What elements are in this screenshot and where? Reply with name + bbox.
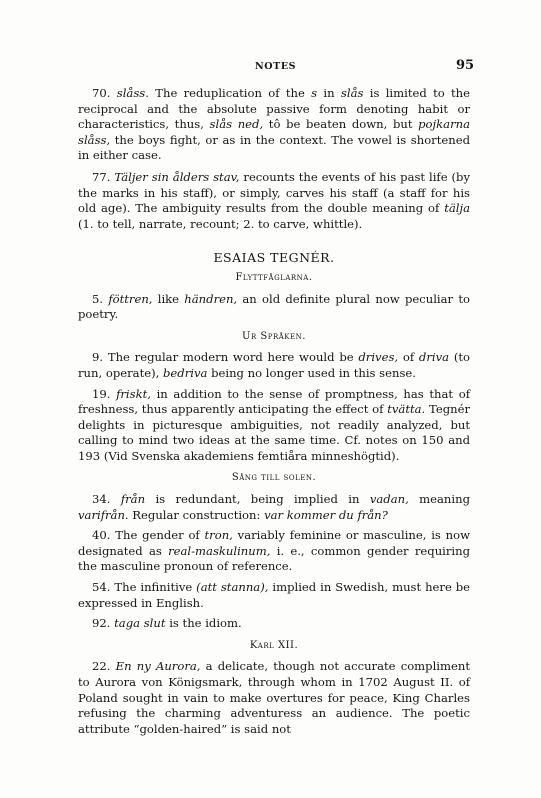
page-body (78, 86, 470, 743)
note-term: varifrån. (78, 507, 129, 522)
note-number: 40. (92, 528, 111, 543)
note-number: 54. (92, 580, 111, 595)
note-number: 34. (92, 492, 111, 507)
note-term: vadan, (369, 492, 409, 507)
note-77 (78, 170, 470, 232)
note-term: friskt, (116, 386, 151, 401)
note-text: like (152, 291, 185, 306)
note-9 (78, 350, 470, 381)
note-term: slås (340, 86, 364, 100)
note-term: slås ned, (209, 117, 264, 132)
note-text: The gender of (115, 528, 205, 543)
note-text: i. e., common gender requiring the masculine pronoun of reference. (78, 543, 471, 574)
note-term: föttren, (108, 291, 153, 306)
note-number: 19. (92, 386, 111, 401)
note-term: s (311, 86, 318, 100)
note-text: (to run, operate), (78, 350, 470, 380)
note-22 (78, 659, 470, 737)
note-term: tälja (444, 201, 470, 216)
note-text: The infinitive (114, 580, 197, 595)
note-term: från (120, 492, 146, 507)
note-text: implied in Swedish, must here be expressed in English. (78, 580, 471, 610)
note-text: . The reduplication of the (145, 86, 312, 100)
note-term: tvätta. (387, 402, 426, 417)
note-number: 77. (92, 169, 111, 184)
note-term: var kommer du från? (264, 507, 388, 522)
note-text: is the idiom. (165, 616, 242, 631)
poem-title-flyttfaglarna: Flyttfåglarna. (235, 271, 313, 283)
section-title: ESAIAS TEGNÉR. (213, 250, 335, 266)
poem-title-ur-spraken: Ur Språken. (242, 330, 306, 342)
note-term: driva (418, 350, 450, 365)
note-text: being no longer used in this sense. (207, 365, 416, 380)
note-92 (78, 616, 470, 632)
note-term: drives, (358, 350, 399, 365)
poem-title-karl-xii: Karl XII. (249, 639, 299, 651)
running-head: NOTES (255, 61, 297, 72)
note-text: tô be beaten down, but (263, 117, 419, 132)
note-text: Regular construction: (128, 507, 265, 522)
note-number: 9. (92, 350, 104, 365)
note-term: bedriva (162, 365, 208, 380)
note-34 (78, 492, 470, 523)
note-text: a delicate, though not accurate compliment to Aurora von Königsmark, through whom in 1702 August II. of Poland sought in vain to make overtures for peace, King Charles refusing the charming adventuress an audience. The poetic attribute “golden-haired” is said not (78, 659, 470, 736)
poem-title-sang-till-solen: Sång till solen. (231, 472, 317, 484)
note-text: an old definite plural now peculiar to poetry. (78, 291, 470, 322)
note-term: En ny Aurora, (115, 659, 201, 674)
note-number: 70. (92, 86, 111, 100)
note-term: taga slut (114, 616, 166, 631)
note-number: 92. (92, 616, 111, 631)
note-text: in (317, 86, 341, 100)
note-term: Täljer sin ålders stav, (114, 169, 240, 184)
note-text: The regular modern word here would be (107, 350, 359, 365)
note-number: 5. (92, 291, 104, 306)
note-text: recounts the events of his past life (by the marks in his staff), or simply, carves his staff (a staff for his old age). The ambiguity results from the double meaning of (78, 169, 470, 216)
note-number: 22. (92, 659, 111, 674)
note-54 (78, 580, 470, 611)
note-term: slåss (116, 86, 146, 100)
note-text: in addition to the sense of promptness, has that of freshness, thus apparently anticipating the effect of (78, 386, 470, 417)
note-19 (78, 387, 470, 465)
note-term: händren, (184, 291, 238, 306)
note-70 (78, 86, 470, 164)
note-text: meaning (408, 492, 470, 507)
note-text: variably feminine or masculine, is now designated as (78, 528, 471, 558)
note-term: tron, (204, 528, 233, 543)
note-text: (1. to tell, narrate, recount; 2. to carve, whittle). (78, 216, 363, 231)
note-text: is limited to the reciprocal and the absolute passive form denoting habit or characteristics, thus, (78, 86, 471, 132)
note-term: pojkarna slåss, (78, 117, 470, 147)
note-term: real-maskulinum, (168, 543, 271, 558)
note-40 (78, 528, 470, 575)
note-5 (78, 292, 470, 323)
note-text: Tegnér delights in picturesque ambiguities, not readily analyzed, but calling to mind two ideas at the same time. Cf. notes on 150 and 193 (Vid Svenska akademiens femtiåra minneshögtid). (78, 402, 470, 463)
page-number: 95 (456, 58, 475, 73)
note-text: is redundant, being implied in (145, 492, 370, 507)
note-term: (att stanna), (196, 580, 269, 595)
page-header (0, 58, 541, 76)
note-text: of (398, 350, 419, 365)
note-text: the boys fight, or as in the context. The vowel is shortened in either case. (78, 132, 470, 163)
